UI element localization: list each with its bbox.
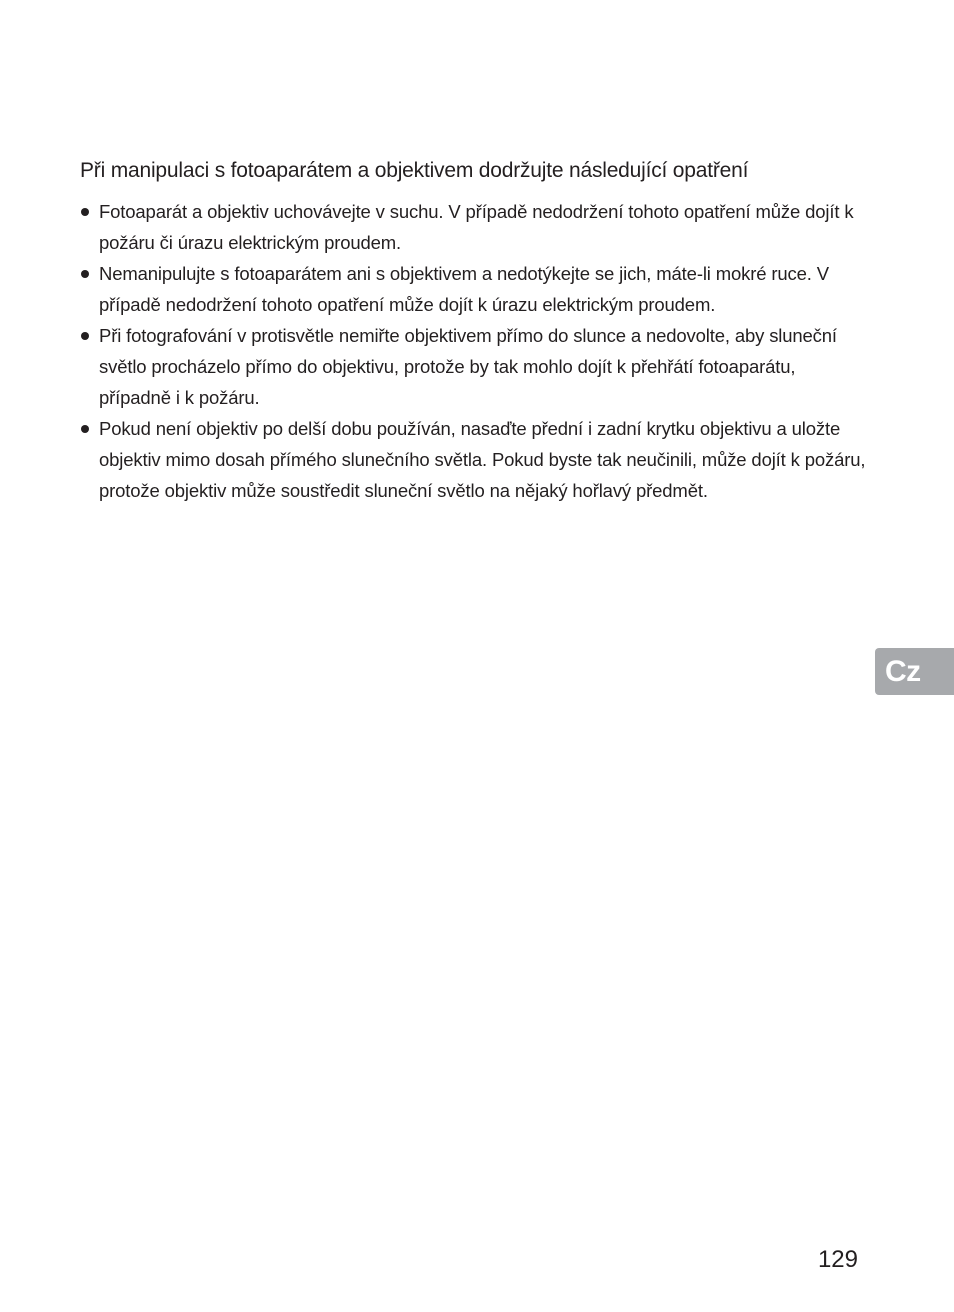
list-item xyxy=(80,258,870,320)
bullet-icon xyxy=(81,425,89,433)
section-heading: Při manipulaci s fotoaparátem a objektivem dodržujte následující opatření xyxy=(80,159,749,182)
list-item-text: Fotoaparát a objektiv uchovávejte v suchu. V případě nedodržení tohoto opatření může dojít k požáru či úrazu elektrickým proudem. xyxy=(99,201,854,253)
precautions-list xyxy=(80,196,870,506)
list-item-text: Nemanipulujte s fotoaparátem ani s objektivem a nedotýkejte se jich, máte-li mokré ruce. V případě nedodržení tohoto opatření může dojít k úrazu elektrickým proudem. xyxy=(99,263,829,315)
page-number: 129 xyxy=(817,1246,858,1273)
list-item xyxy=(80,413,870,506)
safety-section xyxy=(80,156,870,506)
bullet-icon xyxy=(81,332,89,340)
language-tab-label: Cz xyxy=(885,654,921,688)
list-item-text: Při fotografování v protisvětle nemiřte objektivem přímo do slunce a nedovolte, aby sluneční světlo procházelo přímo do objektivu, protože by tak mohlo dojít k přehřátí fotoaparátu, případně i k požáru. xyxy=(99,325,837,408)
list-item xyxy=(80,196,870,258)
list-item xyxy=(80,320,870,413)
language-tab xyxy=(875,648,954,695)
bullet-icon xyxy=(81,208,89,216)
bullet-icon xyxy=(81,270,89,278)
list-item-text: Pokud není objektiv po delší dobu používán, nasaďte přední i zadní krytku objektivu a uložte objektiv mimo dosah přímého slunečního světla. Pokud byste tak neučinili, může dojít k požáru, protože objektiv může soustředit sluneční světlo na nějaký hořlavý předmět. xyxy=(99,418,866,501)
